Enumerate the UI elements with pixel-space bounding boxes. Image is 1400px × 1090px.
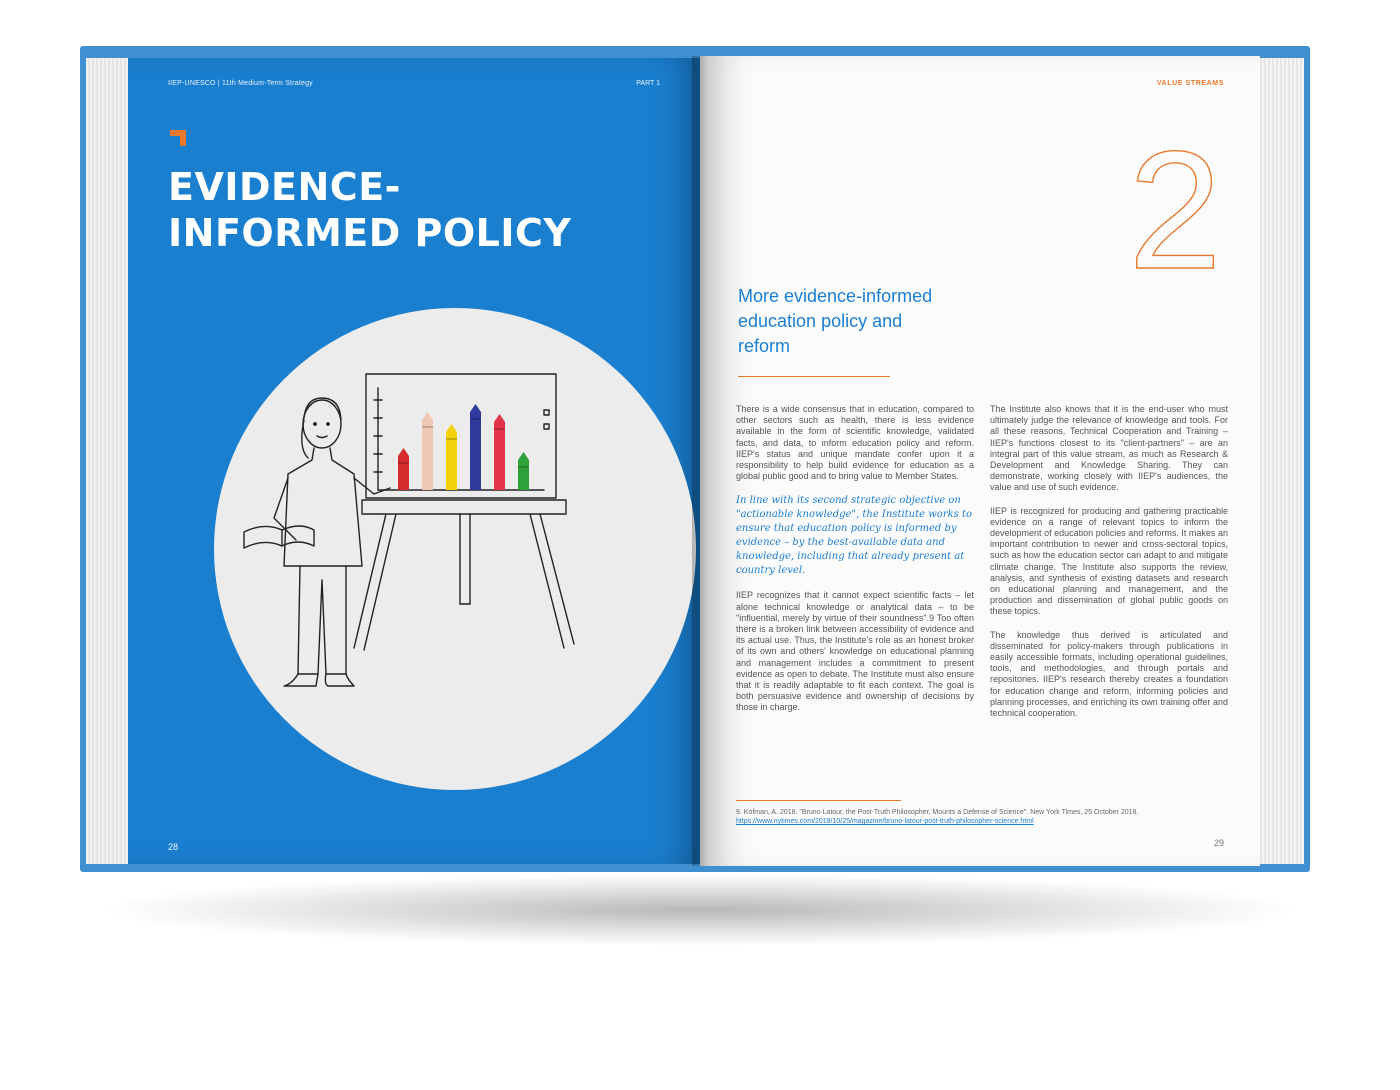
- page-number-right: 29: [1213, 838, 1224, 848]
- corner-mark-icon: [170, 130, 186, 146]
- page-edges-right: [1258, 58, 1304, 864]
- chapter-title: [168, 164, 588, 256]
- right-page: [700, 56, 1260, 866]
- chapter-title-line-1: EVIDENCE-: [168, 165, 401, 209]
- col2-paragraph-1: The Institute also knows that it is the end-user who must ultimately judge the relevance of knowledge and tools. For all these reasons, Technical Cooperation and Training – IIEP's functions closest to its "client-partners" – are an integral part of this value stream, as much as Research & Development and Knowledge Sharing. They can demonstrate, working closely with IIEP's audiences, the value and use of such evidence.: [990, 404, 1228, 493]
- book-shadow: [110, 875, 1290, 945]
- footnote-link[interactable]: https://www.nytimes.com/2018/10/25/magazine/bruno-latour-post-truth-philosopher-science.html: [736, 818, 1034, 825]
- open-book: [244, 526, 314, 548]
- chapter-title-line-2: INFORMED POLICY: [168, 211, 572, 255]
- value-stream-number: [1120, 140, 1230, 280]
- page-edges-left: [86, 58, 130, 864]
- crayon-bar: [446, 424, 457, 490]
- col2-paragraph-3: The knowledge thus derived is articulated and disseminated for policy-makers through publications in easily accessible formats, including operational guidelines, tools, and methodologies, and through portals and repositories. IIEP's research thereby creates a foundation for education change and reform, informing policies and planning processes, and enriching its own training offer and technical cooperation.: [990, 629, 1228, 719]
- col2-paragraph-2: IIEP is recognized for producing and gathering practicable evidence on a range of relevant topics to inform the development of education policies and reforms. It makes an important contribution to newer and cross-sectoral topics, such as how the education sector can adapt to and mitigate climate change. The Institute also supports the review, analysis, and synthesis of existing datasets and research on educational planning and management, and the production and dissemination of global public goods on these topics.: [990, 505, 1228, 617]
- section-headline: More evidence-informed education policy and reform: [738, 286, 933, 356]
- text-column-1: [736, 404, 974, 726]
- footnote: [736, 808, 1216, 826]
- col1-paragraph-1: There is a wide consensus that in education, compared to other sectors such as health, there is less evidence available in the form of scientific knowledge, validated facts, and data, to inform education policy and reform. IIEP's status and unique mandate confer upon it a responsibility to help build evidence for education as a global public good and to bring value to Member States.: [736, 404, 974, 482]
- crayon-bar: [494, 414, 505, 490]
- crayon-bar: [470, 404, 481, 490]
- text-column-2: [990, 404, 1228, 731]
- person-head: [303, 400, 341, 448]
- headline-divider: [738, 376, 890, 377]
- pull-quote: In line with its second strategic objective on "actionable knowledge", the Institute works to ensure that education policy is informed by evidence – by the best-available data and knowledge, including that already present at country level.: [736, 495, 973, 577]
- crayon-bar: [518, 452, 529, 490]
- presenter-illustration: [214, 308, 696, 790]
- crayon-bar: [398, 448, 409, 490]
- left-page: [128, 58, 700, 864]
- book-gutter: [692, 56, 708, 866]
- page-number-left: 28: [168, 842, 179, 852]
- crayon-bar: [422, 412, 433, 490]
- running-header: IIEP-UNESCO | 11th Medium-Term Strategy: [168, 80, 313, 87]
- part-label: PART 1: [636, 80, 660, 87]
- section-label: VALUE STREAMS: [1156, 80, 1224, 87]
- illustration-circle: [214, 308, 696, 790]
- value-stream-number-text: 2: [1128, 140, 1222, 280]
- footnote-text: 9. Kofman, A. 2018. "Bruno Latour, the Post-Truth Philosopher, Mounts a Defense of Science". New York Times, 25 October 2018.: [736, 809, 1139, 816]
- footnote-divider: [736, 800, 901, 801]
- col1-paragraph-2: IIEP recognizes that it cannot expect scientific facts – let alone technical knowledge or analytical data – to be "influential, merely by virtue of their soundness".9 Too often there is a broken link between accessibility of evidence and its actual use. Thus, the Institute's role as an honest broker of its own and others' knowledge on educational planning and management includes a commitment to present evidence as open to debate. The Institute must also ensure that it is readily adaptable to fit each context. The goal is both persuasive evidence and ownership of decisions by those in charge.: [736, 590, 974, 713]
- easel-ledge: [362, 500, 566, 514]
- crayon-bars: [398, 404, 529, 490]
